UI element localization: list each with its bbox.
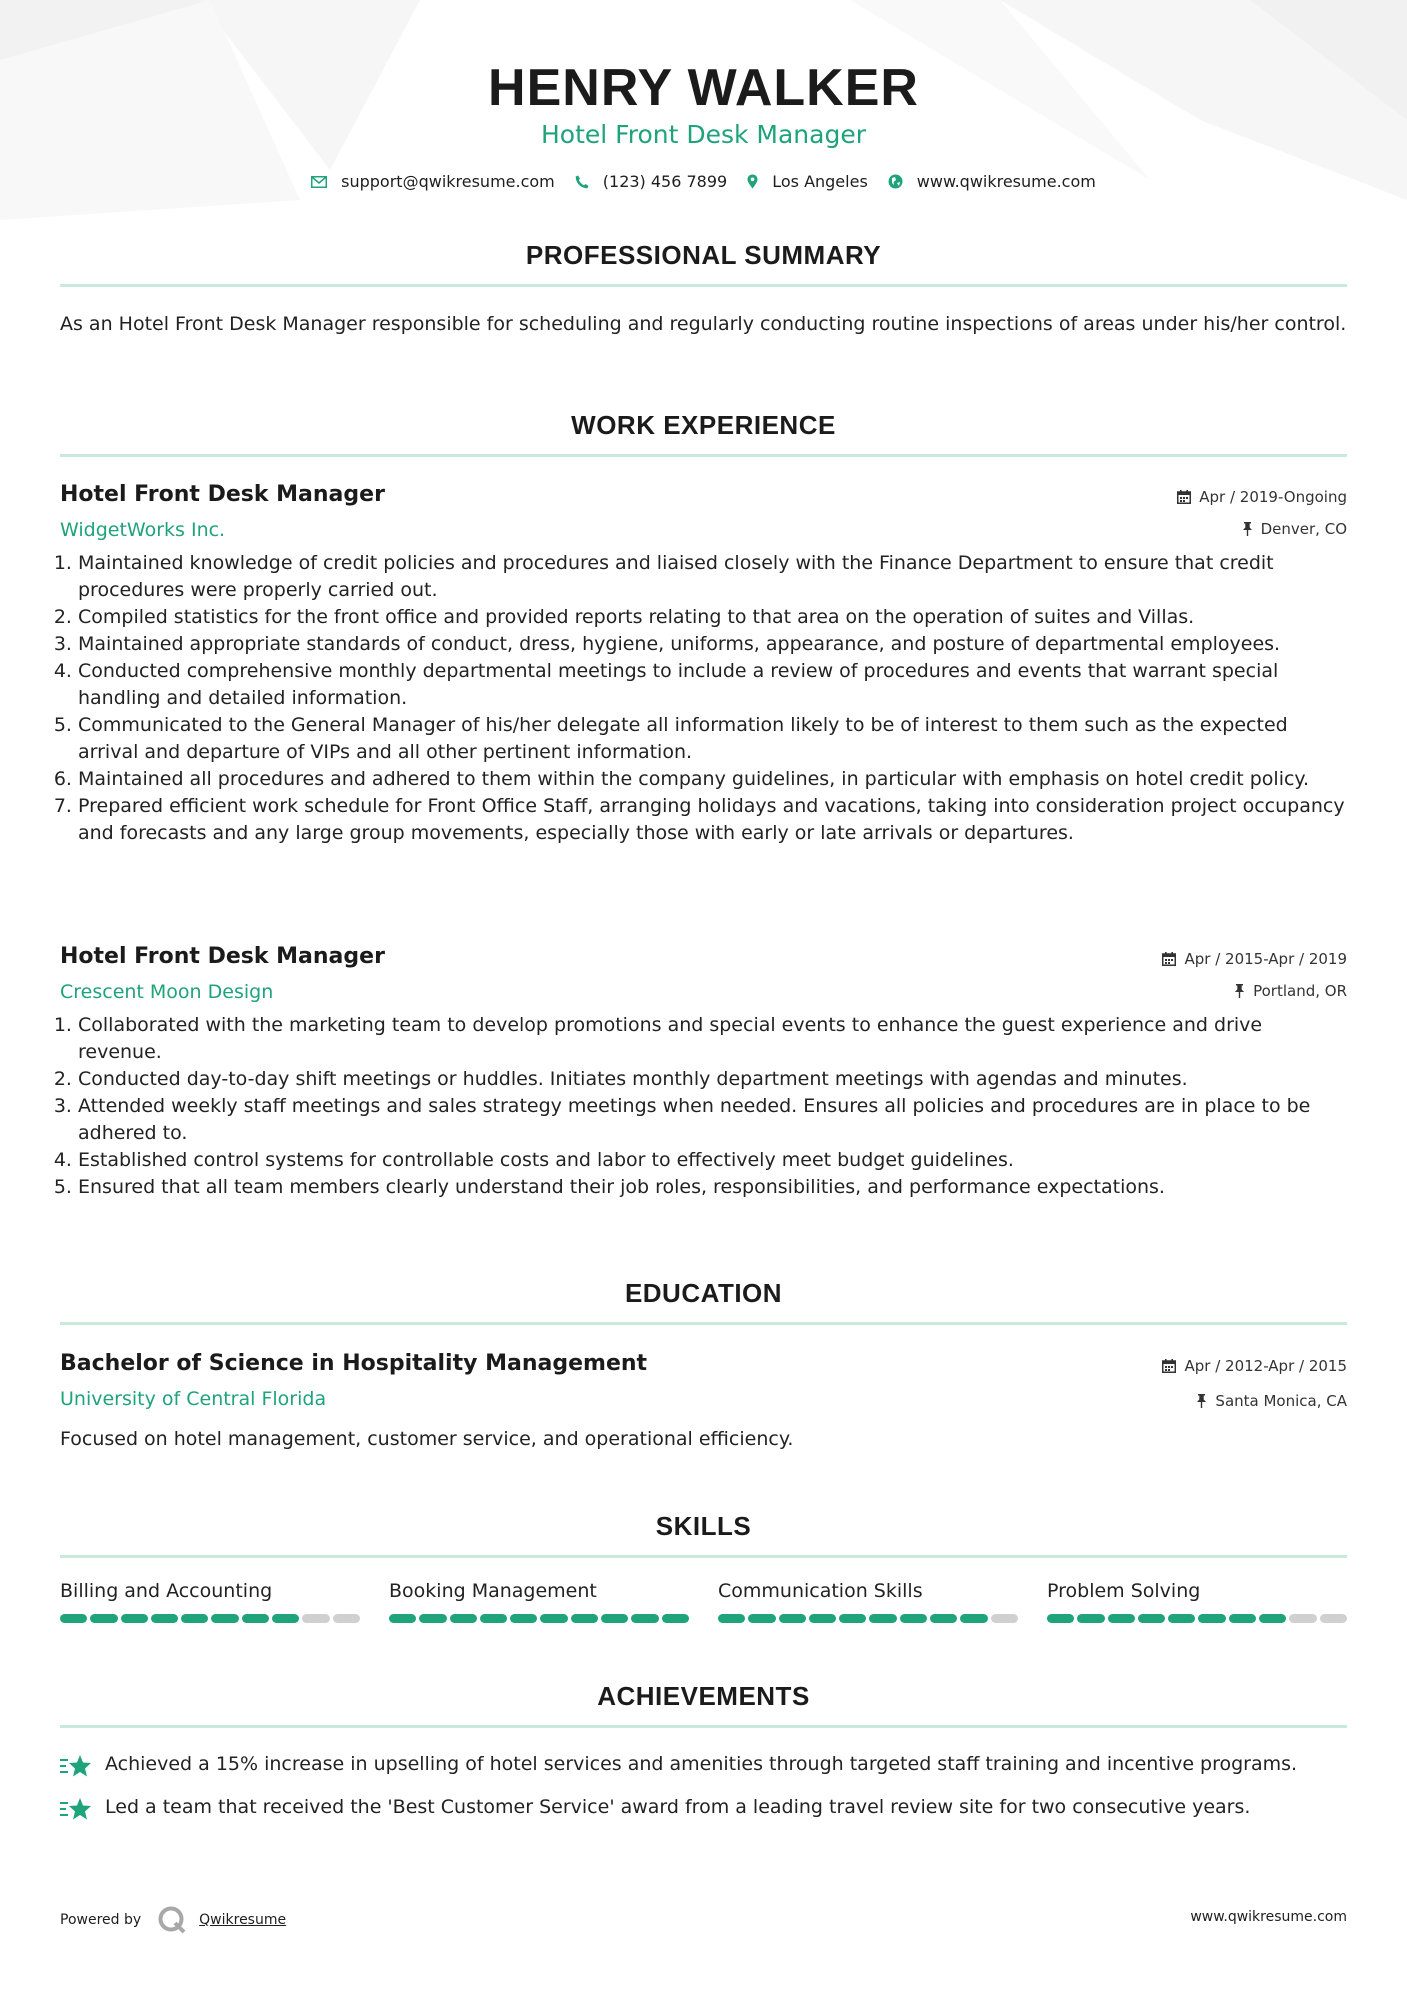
skill-segment-filled: [930, 1614, 957, 1623]
skill-segment-filled: [869, 1614, 896, 1623]
skill-segment-filled: [1198, 1614, 1225, 1623]
skill-segment-filled: [419, 1614, 446, 1623]
list-item: 2. Compiled statistics for the front office and provided reports relating to that area on the operation of suites and Villas.: [78, 604, 1347, 631]
skill-segment-filled: [211, 1614, 238, 1623]
location-text: Los Angeles: [772, 172, 868, 191]
skill-segment-filled: [662, 1614, 689, 1623]
job-title: Hotel Front Desk Manager: [60, 944, 385, 969]
skill-segment-filled: [900, 1614, 927, 1623]
skill-segment-filled: [1108, 1614, 1135, 1623]
job-location: [1242, 520, 1347, 538]
skill-segment-filled: [631, 1614, 658, 1623]
contact-location: [747, 172, 868, 191]
skill-item: [389, 1580, 689, 1623]
skill-segment-filled: [1077, 1614, 1104, 1623]
skill-segment-filled: [450, 1614, 477, 1623]
date-text: Apr / 2015-Apr / 2019: [1184, 950, 1347, 968]
skill-segment-filled: [1259, 1614, 1286, 1623]
degree-title: Bachelor of Science in Hospitality Management: [60, 1351, 648, 1376]
job-duties: [60, 1012, 1347, 1201]
section-title-education: EDUCATION: [624, 1278, 783, 1308]
skill-level-bar: [389, 1614, 689, 1623]
phone-icon: [575, 175, 589, 189]
contact-email[interactable]: [311, 172, 555, 191]
section-divider: [60, 454, 1347, 457]
job-location: [1234, 982, 1347, 1000]
skill-segment-filled: [60, 1614, 87, 1623]
location-text: Denver, CO: [1260, 520, 1347, 538]
skill-name: Booking Management: [389, 1580, 597, 1602]
list-item: 3. Maintained appropriate standards of conduct, dress, hygiene, uniforms, appearance, and posture of departmental employees.: [78, 631, 1347, 658]
email-text: support@qwikresume.com: [341, 172, 555, 191]
pushpin-icon: [1196, 1394, 1207, 1408]
section-title-summary: PROFESSIONAL SUMMARY: [525, 240, 882, 270]
skill-segment-filled: [389, 1614, 416, 1623]
powered-by: [60, 1905, 286, 1935]
website-text: www.qwikresume.com: [916, 172, 1096, 191]
skill-segment-empty: [333, 1614, 360, 1623]
achievement-item: [60, 1751, 1347, 1778]
date-text: Apr / 2019-Ongoing: [1199, 488, 1347, 506]
skill-name: Communication Skills: [718, 1580, 923, 1602]
skill-segment-filled: [748, 1614, 775, 1623]
section-divider: [60, 1322, 1347, 1325]
globe-icon: [888, 174, 903, 189]
powered-by-label: Powered by: [60, 1912, 142, 1928]
skill-segment-filled: [510, 1614, 537, 1623]
list-item: 7. Prepared efficient work schedule for Front Office Staff, arranging holidays and vacations, taking into consideration project occupancy and forecasts and any large group movements, especially those with early or late arrivals or departures.: [78, 793, 1347, 847]
qwikresume-logo-icon: [157, 1905, 187, 1935]
education-entry: [60, 1351, 1347, 1450]
list-item: 2. Conducted day-to-day shift meetings or huddles. Initiates monthly department meetings with agendas and minutes.: [78, 1066, 1347, 1093]
skill-segment-filled: [151, 1614, 178, 1623]
list-item: 5. Ensured that all team members clearly understand their job roles, responsibilities, and performance expectations.: [78, 1174, 1347, 1201]
job-entry: [60, 482, 1347, 847]
professional-summary: As an Hotel Front Desk Manager responsible for scheduling and regularly conducting routine inspections of areas under his/her control.: [60, 313, 1347, 335]
skill-segment-filled: [809, 1614, 836, 1623]
job-title: Hotel Front Desk Manager: [60, 482, 385, 507]
skill-item: [60, 1580, 360, 1623]
job-duties: [60, 550, 1347, 847]
skill-item: [718, 1580, 1018, 1623]
pushpin-icon: [1234, 984, 1245, 998]
section-title-skills: SKILLS: [655, 1511, 752, 1541]
skill-segment-filled: [181, 1614, 208, 1623]
skill-segment-filled: [480, 1614, 507, 1623]
education-date: [1162, 1357, 1347, 1375]
candidate-title: Hotel Front Desk Manager: [540, 120, 866, 149]
skill-segment-empty: [1289, 1614, 1316, 1623]
skill-segment-filled: [242, 1614, 269, 1623]
pushpin-icon: [1242, 522, 1253, 536]
contact-phone[interactable]: [575, 172, 727, 191]
company-name: Crescent Moon Design: [60, 981, 274, 1003]
skill-segment-filled: [121, 1614, 148, 1623]
job-date: [1177, 488, 1347, 506]
skill-segment-filled: [272, 1614, 299, 1623]
star-badge-icon: [60, 1754, 92, 1778]
skill-segment-filled: [1168, 1614, 1195, 1623]
section-title-experience: WORK EXPERIENCE: [571, 410, 836, 440]
location-text: Santa Monica, CA: [1215, 1392, 1347, 1410]
section-divider: [60, 1725, 1347, 1728]
job-date: [1162, 950, 1347, 968]
skill-segment-filled: [540, 1614, 567, 1623]
list-item: 5. Communicated to the General Manager of his/her delegate all information likely to be of interest to them such as the expected arrival and departure of VIPs and all other pertinent information.: [78, 712, 1347, 766]
skill-segment-filled: [839, 1614, 866, 1623]
date-text: Apr / 2012-Apr / 2015: [1184, 1357, 1347, 1375]
list-item: 4. Established control systems for controllable costs and labor to effectively meet budget guidelines.: [78, 1147, 1347, 1174]
skill-segment-filled: [779, 1614, 806, 1623]
school-name: University of Central Florida: [60, 1388, 327, 1410]
skill-level-bar: [718, 1614, 1018, 1623]
section-divider: [60, 1555, 1347, 1558]
list-item: 4. Conducted comprehensive monthly departmental meetings to include a review of procedures and events that warrant special handling and detailed information.: [78, 658, 1347, 712]
section-title-achievements: ACHIEVEMENTS: [597, 1681, 810, 1711]
list-item: 1. Maintained knowledge of credit policies and procedures and liaised closely with the Finance Department to ensure that credit procedures were properly carried out.: [78, 550, 1347, 604]
skill-segment-filled: [90, 1614, 117, 1623]
skill-segment-filled: [1138, 1614, 1165, 1623]
skill-level-bar: [60, 1614, 360, 1623]
skill-name: Billing and Accounting: [60, 1580, 273, 1602]
skill-segment-empty: [302, 1614, 329, 1623]
job-entry: [60, 944, 1347, 1201]
skill-segment-filled: [1047, 1614, 1074, 1623]
skill-segment-filled: [1229, 1614, 1256, 1623]
list-item: 1. Collaborated with the marketing team to develop promotions and special events to enhance the guest experience and drive revenue.: [78, 1012, 1347, 1066]
calendar-icon: [1162, 1359, 1176, 1373]
skill-segment-empty: [1320, 1614, 1347, 1623]
education-location: [1196, 1392, 1347, 1410]
achievements-list: [60, 1751, 1347, 1837]
list-item: 6. Maintained all procedures and adhered to them within the company guidelines, in particular with emphasis on hotel credit policy.: [78, 766, 1347, 793]
skill-segment-filled: [960, 1614, 987, 1623]
skill-name: Problem Solving: [1047, 1580, 1201, 1602]
skill-segment-filled: [601, 1614, 628, 1623]
footer-website-link[interactable]: www.qwikresume.com: [1190, 1909, 1347, 1925]
company-name: WidgetWorks Inc.: [60, 519, 226, 541]
education-description: Focused on hotel management, customer service, and operational efficiency.: [60, 1428, 794, 1450]
skill-segment-filled: [571, 1614, 598, 1623]
phone-text: (123) 456 7899: [602, 172, 728, 191]
achievement-text: Achieved a 15% increase in upselling of hotel services and amenities through targeted staff training and incentive programs.: [105, 1753, 1298, 1775]
contact-row: [0, 172, 1407, 191]
achievement-item: [60, 1794, 1347, 1821]
skills-list: [60, 1580, 1347, 1623]
contact-website[interactable]: [888, 172, 1096, 191]
brand-link[interactable]: Qwikresume: [199, 1912, 287, 1928]
skill-item: [1047, 1580, 1347, 1623]
star-badge-icon: [60, 1797, 92, 1821]
calendar-icon: [1177, 490, 1191, 504]
skill-segment-filled: [718, 1614, 745, 1623]
location-text: Portland, OR: [1253, 982, 1347, 1000]
skill-segment-empty: [991, 1614, 1018, 1623]
candidate-name: HENRY WALKER: [488, 59, 919, 117]
envelope-icon: [311, 176, 327, 188]
section-divider: [60, 284, 1347, 287]
achievement-text: Led a team that received the 'Best Customer Service' award from a leading travel review site for two consecutive years.: [105, 1796, 1251, 1818]
list-item: 3. Attended weekly staff meetings and sales strategy meetings when needed. Ensures all policies and procedures are in place to be adhered to.: [78, 1093, 1347, 1147]
skill-level-bar: [1047, 1614, 1347, 1623]
calendar-icon: [1162, 952, 1176, 966]
map-pin-icon: [747, 174, 758, 189]
